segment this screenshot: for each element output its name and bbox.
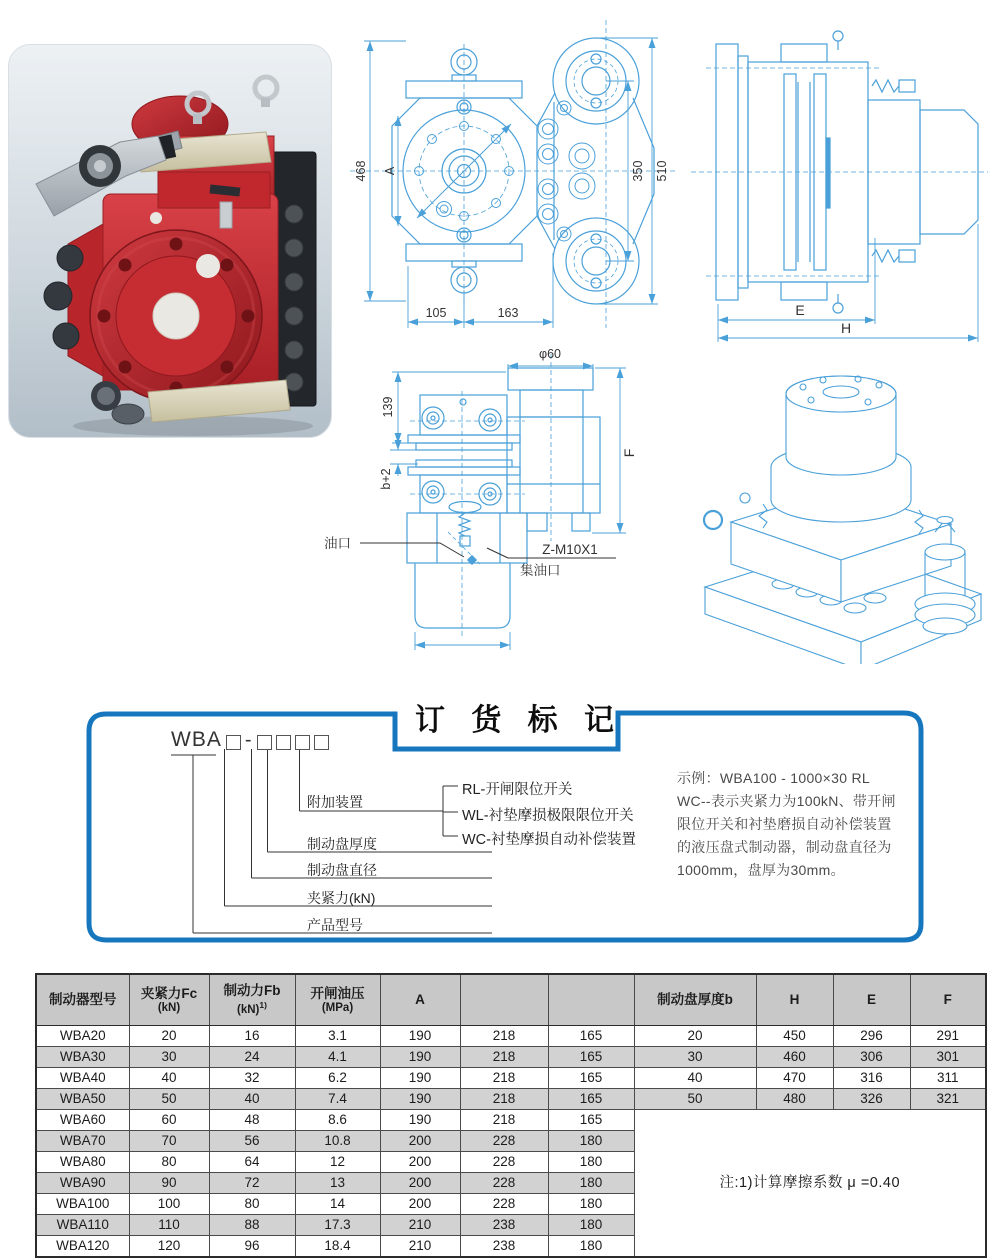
col-header xyxy=(548,974,634,1026)
table-cell: 296 xyxy=(833,1026,910,1047)
table-cell: 32 xyxy=(209,1068,295,1089)
table-cell: 165 xyxy=(548,1110,634,1131)
ordering-title: 订 货 标 记 xyxy=(414,704,623,737)
table-cell: 200 xyxy=(380,1131,460,1152)
table-cell: 64 xyxy=(209,1152,295,1173)
model-cell: WBA110 xyxy=(36,1215,129,1236)
table-cell: 50 xyxy=(129,1089,209,1110)
table-header xyxy=(36,974,986,1026)
side-view-drawing xyxy=(320,336,668,666)
table-cell: 291 xyxy=(910,1026,986,1047)
table-cell: 48 xyxy=(209,1110,295,1131)
table-cell: 14 xyxy=(295,1194,380,1215)
table-cell: 6.2 xyxy=(295,1068,380,1089)
thread-label: Z-M10X1 xyxy=(542,542,598,557)
addon-option-wc: WC-衬垫摩损自动补偿装置 xyxy=(462,832,636,848)
model-cell: WBA20 xyxy=(36,1026,129,1047)
ordering-example xyxy=(677,767,919,882)
table-cell: 200 xyxy=(380,1152,460,1173)
note-cell: 注:1)计算摩擦系数 μ =0.40 xyxy=(634,1110,986,1258)
table-cell: 228 xyxy=(460,1194,548,1215)
col-header xyxy=(460,974,548,1026)
table-cell: 228 xyxy=(460,1131,548,1152)
example-line: 示例：WBA100 - 1000×30 RL xyxy=(677,770,870,786)
field-label-disc-thickness: 制动盘厚度 xyxy=(307,836,377,852)
table-cell: 3.1 xyxy=(295,1026,380,1047)
table-cell: 88 xyxy=(209,1215,295,1236)
table-cell: 100 xyxy=(129,1194,209,1215)
table-cell: 210 xyxy=(380,1215,460,1236)
model-cell: WBA60 xyxy=(36,1110,129,1131)
dim-E: E xyxy=(795,302,805,318)
table-cell: 180 xyxy=(548,1194,634,1215)
dim-163: 163 xyxy=(497,306,519,320)
table-cell: 20 xyxy=(634,1026,756,1047)
table-cell: 218 xyxy=(460,1110,548,1131)
table-cell: 218 xyxy=(460,1047,548,1068)
ordering-section xyxy=(85,693,925,951)
table-cell: 218 xyxy=(460,1068,548,1089)
table-cell: 470 xyxy=(756,1068,833,1089)
designation-box xyxy=(295,735,310,750)
table-cell: 326 xyxy=(833,1089,910,1110)
table-body xyxy=(36,1026,986,1258)
dim-468: 468 xyxy=(354,160,368,182)
table-cell: 8.6 xyxy=(295,1110,380,1131)
table-cell: 306 xyxy=(833,1047,910,1068)
table-cell: 180 xyxy=(548,1131,634,1152)
oil-collector-label: 集油口 xyxy=(520,563,561,578)
table-row xyxy=(36,1047,986,1068)
model-cell: WBA30 xyxy=(36,1047,129,1068)
table-cell: 238 xyxy=(460,1236,548,1258)
dim-105: 105 xyxy=(425,306,447,320)
table-cell: 24 xyxy=(209,1047,295,1068)
designation-dash: - xyxy=(244,728,252,751)
isometric-drawing xyxy=(683,352,993,664)
field-label-clamp-force: 夹紧力(kN) xyxy=(307,890,376,906)
col-header: A xyxy=(380,974,460,1026)
example-line: 1000mm，盘厚为30mm。 xyxy=(677,862,845,878)
table-cell: 4.1 xyxy=(295,1047,380,1068)
example-line: WC--表示夹紧力为100kN、带开闸 xyxy=(677,793,896,809)
table-cell: 80 xyxy=(209,1194,295,1215)
table-cell: 228 xyxy=(460,1152,548,1173)
field-label-disc-diameter: 制动盘直径 xyxy=(307,862,377,878)
table-cell: 90 xyxy=(129,1173,209,1194)
table-cell: 210 xyxy=(380,1236,460,1258)
table-cell: 200 xyxy=(380,1194,460,1215)
table-cell: 180 xyxy=(548,1236,634,1258)
table-cell: 72 xyxy=(209,1173,295,1194)
oil-port-label: 油口 xyxy=(324,536,351,551)
table-cell: 480 xyxy=(756,1089,833,1110)
table-cell: 450 xyxy=(756,1026,833,1047)
table-cell: 301 xyxy=(910,1047,986,1068)
dim-phi60: φ60 xyxy=(538,347,562,361)
table-cell: 180 xyxy=(548,1152,634,1173)
col-header: 制动力Fb (kN)$^{1)}$ xyxy=(209,974,295,1026)
table-cell: 190 xyxy=(380,1089,460,1110)
table-cell: 30 xyxy=(129,1047,209,1068)
col-header: H xyxy=(756,974,833,1026)
field-label-product-model: 产品型号 xyxy=(307,917,363,933)
model-cell: WBA40 xyxy=(36,1068,129,1089)
table-cell: 7.4 xyxy=(295,1089,380,1110)
table-cell: 16 xyxy=(209,1026,295,1047)
dim-350: 350 xyxy=(631,160,645,182)
table-cell: 18.4 xyxy=(295,1236,380,1258)
table-cell: 190 xyxy=(380,1026,460,1047)
table-row xyxy=(36,1026,986,1047)
table-cell: 40 xyxy=(634,1068,756,1089)
designation-box xyxy=(314,735,329,750)
table-cell: 165 xyxy=(548,1089,634,1110)
table-cell: 120 xyxy=(129,1236,209,1258)
table-row xyxy=(36,1068,986,1089)
table-cell: 180 xyxy=(548,1173,634,1194)
table-cell: 316 xyxy=(833,1068,910,1089)
table-cell: 190 xyxy=(380,1068,460,1089)
table-cell: 218 xyxy=(460,1089,548,1110)
table-cell: 80 xyxy=(129,1152,209,1173)
model-cell: WBA90 xyxy=(36,1173,129,1194)
example-line: 限位开关和衬垫磨损自动补偿装置 xyxy=(677,816,892,832)
designation-box xyxy=(257,735,272,750)
table-cell: 40 xyxy=(209,1089,295,1110)
table-cell: 238 xyxy=(460,1215,548,1236)
front-view-drawing xyxy=(348,8,680,338)
table-cell: 17.3 xyxy=(295,1215,380,1236)
table-cell: 190 xyxy=(380,1110,460,1131)
model-prefix: WBA xyxy=(171,728,222,751)
dim-139: 139 xyxy=(381,396,395,418)
table-cell: 218 xyxy=(460,1026,548,1047)
col-header: E xyxy=(833,974,910,1026)
table-cell: 165 xyxy=(548,1026,634,1047)
designation-box xyxy=(226,735,241,750)
model-cell: WBA80 xyxy=(36,1152,129,1173)
col-header: F xyxy=(910,974,986,1026)
model-cell: WBA50 xyxy=(36,1089,129,1110)
spec-table xyxy=(35,973,987,1258)
table-cell: 12 xyxy=(295,1152,380,1173)
table-row xyxy=(36,1089,986,1110)
table-cell: 30 xyxy=(634,1047,756,1068)
table-cell: 56 xyxy=(209,1131,295,1152)
table-cell: 20 xyxy=(129,1026,209,1047)
model-cell: WBA100 xyxy=(36,1194,129,1215)
table-cell: 165 xyxy=(548,1047,634,1068)
table-cell: 180 xyxy=(548,1215,634,1236)
model-designation xyxy=(171,729,329,751)
table-cell: 10.8 xyxy=(295,1131,380,1152)
model-cell: WBA70 xyxy=(36,1131,129,1152)
table-cell: 60 xyxy=(129,1110,209,1131)
side-section-drawing xyxy=(686,10,994,344)
table-cell: 40 xyxy=(129,1068,209,1089)
table-cell: 50 xyxy=(634,1089,756,1110)
table-cell: 165 xyxy=(548,1068,634,1089)
dim-b2: b+2 xyxy=(379,468,393,490)
model-cell: WBA120 xyxy=(36,1236,129,1258)
table-cell: 460 xyxy=(756,1047,833,1068)
col-header: 夹紧力Fc (kN) xyxy=(129,974,209,1026)
example-line: 的液压盘式制动器，制动盘直径为 xyxy=(677,839,892,855)
col-header: 制动盘厚度b xyxy=(634,974,756,1026)
designation-box xyxy=(276,735,291,750)
col-header: 制动器型号 xyxy=(36,974,129,1026)
col-header: 开闸油压 (MPa) xyxy=(295,974,380,1026)
table-cell: 96 xyxy=(209,1236,295,1258)
addon-option-rl: RL-开闸限位开关 xyxy=(462,782,573,798)
dim-F: F xyxy=(621,448,637,458)
product-photo xyxy=(8,44,332,438)
table-cell: 228 xyxy=(460,1173,548,1194)
dim-510: 510 xyxy=(655,160,669,182)
table-row xyxy=(36,1110,986,1131)
table-cell: 70 xyxy=(129,1131,209,1152)
dim-H: H xyxy=(840,320,852,336)
table-cell: 321 xyxy=(910,1089,986,1110)
table-cell: 311 xyxy=(910,1068,986,1089)
table-cell: 190 xyxy=(380,1047,460,1068)
table-cell: 200 xyxy=(380,1173,460,1194)
table-cell: 13 xyxy=(295,1173,380,1194)
dim-A: A xyxy=(383,166,397,176)
addon-option-wl: WL-衬垫摩损极限限位开关 xyxy=(462,808,634,824)
field-label-addon: 附加装置 xyxy=(307,794,363,810)
table-cell: 110 xyxy=(129,1215,209,1236)
